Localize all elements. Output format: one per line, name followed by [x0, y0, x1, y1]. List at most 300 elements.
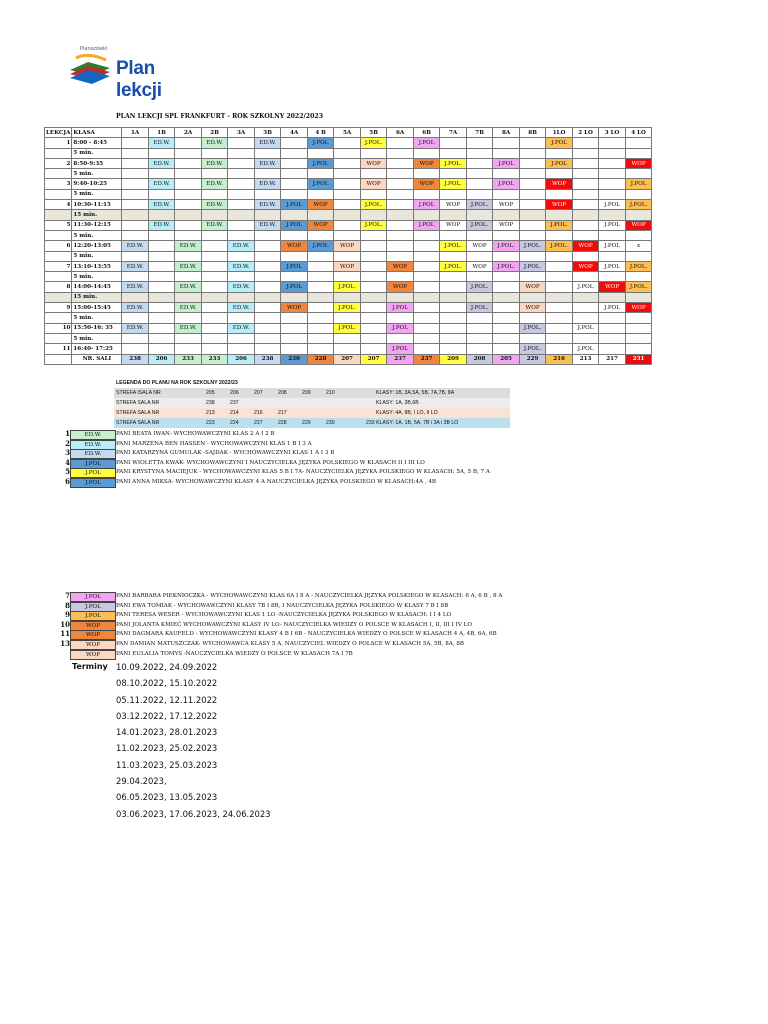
schedule-cell [387, 251, 414, 261]
schedule-cell [148, 333, 175, 343]
lesson-number: 6 [45, 241, 72, 251]
schedule-cell: J.POL. [334, 323, 361, 333]
schedule-cell: WOP [307, 220, 334, 230]
schedule-cell [122, 200, 149, 210]
schedule-cell: ED.W. [228, 261, 255, 271]
schedule-cell: J.POL [387, 344, 414, 354]
schedule-cell: J.POL. [519, 344, 546, 354]
schedule-cell [122, 148, 149, 158]
termin-date: 11.02.2023, 25.02.2023 [116, 743, 218, 754]
break-spacer [45, 313, 72, 323]
schedule-cell [307, 169, 334, 179]
schedule-cell [440, 344, 467, 354]
schedule-cell [228, 158, 255, 168]
schedule-cell [625, 333, 652, 343]
legend-teacher-text: PANI ANNA MIKSA- WYCHOWAWCZYNI KLASY 4 A NAUCZYCIELKA JĘZYKA POLSKIEGO W KLASACH:4A , 4B [116, 479, 437, 485]
schedule-cell [281, 189, 308, 199]
schedule-cell [440, 189, 467, 199]
legend-caption: LEGENDA DO PLANU NA ROK SZKOLNY 2022/23 [116, 380, 238, 386]
strefa-room: 217 [278, 410, 287, 416]
schedule-cell [122, 272, 149, 282]
lesson-row [45, 282, 652, 292]
strefa-room: 227 [254, 420, 263, 426]
lesson-number: 4 [45, 200, 72, 210]
schedule-cell: ED.W. [148, 220, 175, 230]
schedule-cell [254, 261, 281, 271]
lesson-number: 2 [45, 158, 72, 168]
schedule-cell: WOP [360, 179, 387, 189]
schedule-cell [519, 333, 546, 343]
strefa-room: 207 [254, 390, 263, 396]
schedule-cell [625, 148, 652, 158]
schedule-cell [440, 169, 467, 179]
schedule-cell [546, 292, 573, 302]
schedule-cell [466, 292, 493, 302]
schedule-cell: WOP [466, 261, 493, 271]
strefa-room: 237 [230, 400, 239, 406]
schedule-cell [254, 333, 281, 343]
schedule-cell [228, 251, 255, 261]
schedule-cell [334, 189, 361, 199]
schedule-cell [201, 261, 228, 271]
schedule-cell: J.POL. [334, 303, 361, 313]
room-number: 237 [413, 354, 440, 364]
schedule-cell [546, 313, 573, 323]
strefa-room: 213 [206, 410, 215, 416]
schedule-cell [307, 344, 334, 354]
schedule-cell [254, 272, 281, 282]
schedule-cell [148, 344, 175, 354]
schedule-cell: J.POL [625, 179, 652, 189]
column-header-class: 5B [360, 128, 387, 138]
legend-number: 5 [65, 467, 70, 477]
schedule-cell [122, 210, 149, 220]
schedule-cell [413, 169, 440, 179]
schedule-cell [387, 313, 414, 323]
schedule-cell [334, 251, 361, 261]
column-header-class: 2A [175, 128, 202, 138]
schedule-cell: ED.W. [175, 323, 202, 333]
schedule-cell [228, 333, 255, 343]
schedule-cell [201, 189, 228, 199]
break-duration: 5 min. [72, 169, 122, 179]
schedule-cell [599, 344, 626, 354]
schedule-cell [175, 158, 202, 168]
schedule-cell [572, 158, 599, 168]
schedule-cell: J.POL. [466, 303, 493, 313]
schedule-cell [413, 344, 440, 354]
schedule-cell [307, 323, 334, 333]
schedule-cell [122, 251, 149, 261]
schedule-cell [175, 179, 202, 189]
schedule-cell [360, 261, 387, 271]
strefa-row [114, 408, 510, 418]
schedule-cell [599, 251, 626, 261]
schedule-cell [387, 241, 414, 251]
schedule-cell [599, 179, 626, 189]
schedule-cell [572, 169, 599, 179]
column-header-class: 6A [387, 128, 414, 138]
column-header-class: 2B [201, 128, 228, 138]
schedule-cell [281, 292, 308, 302]
lesson-time: 16:40- 17:25 [72, 344, 122, 354]
lesson-time: 8:00 - 8:45 [72, 138, 122, 148]
schedule-cell [254, 344, 281, 354]
schedule-cell [254, 251, 281, 261]
schedule-cell [572, 313, 599, 323]
schedule-cell [254, 148, 281, 158]
strefa-row [114, 398, 510, 408]
schedule-cell [175, 333, 202, 343]
room-number: 228 [307, 354, 334, 364]
schedule-cell [625, 189, 652, 199]
schedule-cell [307, 210, 334, 220]
schedule-cell [413, 230, 440, 240]
schedule-cell: J.POL [599, 261, 626, 271]
schedule-cell [281, 230, 308, 240]
schedule-cell: J.POL [572, 344, 599, 354]
schedule-cell [334, 210, 361, 220]
schedule-cell: ED.W. [228, 282, 255, 292]
legend-number: 2 [65, 438, 70, 448]
schedule-cell [572, 272, 599, 282]
header-row [45, 128, 652, 138]
schedule-cell [546, 323, 573, 333]
room-number: 238 [254, 354, 281, 364]
schedule-cell: ED.W. [175, 282, 202, 292]
schedule-cell [228, 189, 255, 199]
schedule-cell [175, 272, 202, 282]
schedule-cell: WOP [360, 158, 387, 168]
schedule-cell [148, 241, 175, 251]
strefa-classes: KLASY: 4A, 8B, I LO, II LO [376, 410, 438, 416]
schedule-cell [201, 272, 228, 282]
lesson-row [45, 179, 652, 189]
schedule-table [44, 127, 652, 365]
legend-subject-box: J.POL [70, 478, 116, 488]
strefa-room: 229 [302, 420, 311, 426]
room-number: 208 [466, 354, 493, 364]
legend-teacher-text: PANI EULALIA TOMYS -NAUCZYCIELKA WIEDZY O POLSCE W KLASACH 7A I 7B [116, 650, 353, 657]
schedule-cell: ED.W. [148, 158, 175, 168]
schedule-cell [625, 210, 652, 220]
schedule-cell [440, 282, 467, 292]
schedule-cell [201, 210, 228, 220]
schedule-cell: J.POL. [625, 200, 652, 210]
legend-subject-box: J.POL [70, 611, 116, 621]
schedule-cell [466, 272, 493, 282]
schedule-cell [254, 282, 281, 292]
schedule-cell [122, 230, 149, 240]
schedule-cell [228, 313, 255, 323]
schedule-cell [413, 241, 440, 251]
schedule-cell: J.POL [387, 323, 414, 333]
schedule-cell: J.POL. [625, 261, 652, 271]
schedule-cell [599, 230, 626, 240]
schedule-cell [625, 344, 652, 354]
schedule-cell [466, 169, 493, 179]
column-header-class: 5A [334, 128, 361, 138]
lesson-row [45, 220, 652, 230]
schedule-cell [387, 200, 414, 210]
schedule-cell [175, 292, 202, 302]
schedule-cell [360, 148, 387, 158]
schedule-cell [254, 210, 281, 220]
column-header-klasa: KLASA [72, 128, 122, 138]
schedule-cell [307, 189, 334, 199]
lesson-number: 7 [45, 261, 72, 271]
schedule-cell: J.POL [281, 282, 308, 292]
schedule-cell: WOP [440, 220, 467, 230]
schedule-cell [599, 333, 626, 343]
schedule-cell: J.POL [493, 158, 520, 168]
schedule-cell [122, 138, 149, 148]
schedule-cell: ED.W. [122, 303, 149, 313]
legend-teacher-text: PANI WIOLETTA KWAK- WYCHOWAWCZYNI I NAUCZYCIELKA JĘZYKA POLSKIEGO W KLASACH II I III LO [116, 459, 425, 466]
legend-number: 6 [65, 477, 70, 486]
lesson-time: 9:40-10:25 [72, 179, 122, 189]
schedule-cell [572, 251, 599, 261]
schedule-cell [546, 251, 573, 261]
strefa-room: 223 [206, 420, 215, 426]
schedule-cell [493, 303, 520, 313]
break-row [45, 272, 652, 282]
schedule-cell [572, 220, 599, 230]
termin-date: 06.05.2023, 13.05.2023 [116, 792, 218, 803]
room-number: 230 [281, 354, 308, 364]
schedule-cell [519, 230, 546, 240]
schedule-cell [466, 210, 493, 220]
strefa-room: 216 [254, 410, 263, 416]
schedule-cell [387, 292, 414, 302]
schedule-cell [307, 272, 334, 282]
schedule-cell: J.POL. [466, 220, 493, 230]
schedule-cell [360, 169, 387, 179]
schedule-cell: ED.W. [175, 303, 202, 313]
logo-text: Plan lekcji [116, 58, 162, 101]
column-header-class: 2 LO [572, 128, 599, 138]
schedule-cell: J.POL. [546, 220, 573, 230]
schedule-cell [281, 179, 308, 189]
schedule-cell: WOP [572, 241, 599, 251]
schedule-cell [175, 200, 202, 210]
schedule-cell [546, 189, 573, 199]
schedule-cell [281, 272, 308, 282]
schedule-cell [148, 230, 175, 240]
schedule-cell [307, 261, 334, 271]
schedule-cell: J.POL. [440, 241, 467, 251]
lesson-row [45, 344, 652, 354]
schedule-cell [572, 138, 599, 148]
schedule-cell [493, 282, 520, 292]
room-numbers-row [45, 354, 652, 364]
column-header-class: 3A [228, 128, 255, 138]
schedule-cell: J.POL. [493, 261, 520, 271]
schedule-cell: WOP [493, 220, 520, 230]
schedule-cell [519, 313, 546, 323]
schedule-cell: ED.W. [122, 282, 149, 292]
schedule-cell [440, 210, 467, 220]
schedule-cell: WOP [625, 303, 652, 313]
schedule-cell: ED.W. [201, 138, 228, 148]
break-duration: 5 min. [72, 148, 122, 158]
schedule-cell [413, 251, 440, 261]
schedule-cell: J.POL [546, 138, 573, 148]
schedule-cell [466, 179, 493, 189]
schedule-cell [122, 313, 149, 323]
schedule-cell: ED.W. [201, 179, 228, 189]
schedule-cell [281, 169, 308, 179]
schedule-cell [572, 189, 599, 199]
schedule-cell [201, 241, 228, 251]
schedule-cell [572, 148, 599, 158]
legend-subject-box: ED.W. [70, 449, 116, 459]
legend-teacher-text: PANI JOLANTA KMIEĆ WYCHOWAWCZYNI KLASY IV LO- NAUCZYCIELKA WIEDZY O POLSCE W KLASACH I, II, III I IV LO [116, 621, 472, 628]
schedule-cell [599, 272, 626, 282]
break-duration: 5 min. [72, 313, 122, 323]
room-number: 207 [360, 354, 387, 364]
legend-teacher-text: PANI EWA TOMIAK - WYCHOWAWCZYNI KLASY 7B I 8B, I NAUCZYCIELKA JĘZYKA POLSKIEGO W KLASY 7 B I 8B [116, 602, 449, 609]
break-duration: 5 min. [72, 272, 122, 282]
break-spacer [45, 230, 72, 240]
schedule-cell [360, 230, 387, 240]
schedule-cell: ED.W. [254, 158, 281, 168]
break-row [45, 251, 652, 261]
schedule-cell [122, 292, 149, 302]
schedule-cell: J.POL [387, 303, 414, 313]
schedule-cell [546, 282, 573, 292]
schedule-cell [175, 220, 202, 230]
legend-teacher-text: PANI TERESA WESER - WYCHOWAWCZYNI KLAS 1 LO -NAUCZYCIELKA JĘZYKA POLSKIEGO W KLASACH: I I 4 LO [116, 612, 452, 619]
schedule-cell [625, 292, 652, 302]
schedule-cell: WOP [334, 261, 361, 271]
break-row [45, 333, 652, 343]
lesson-number: 8 [45, 282, 72, 292]
schedule-cell [228, 148, 255, 158]
legend-teacher-text: PANI BEATA IWAN- WYCHOWAWCZYNI KLAS 2 A I 2 B [116, 431, 275, 437]
break-spacer [45, 210, 72, 220]
schedule-cell [201, 251, 228, 261]
strefa-classes: 233 KLASY: 1A, 1B, 5A, 7B i 3A i 3B LO [366, 420, 459, 426]
room-number: 229 [519, 354, 546, 364]
legend-number: 7 [65, 591, 70, 600]
schedule-cell [334, 148, 361, 158]
schedule-cell: ED.W. [201, 200, 228, 210]
schedule-cell: J.POL. [519, 323, 546, 333]
column-header-class: 1A [122, 128, 149, 138]
schedule-cell [148, 292, 175, 302]
break-row [45, 148, 652, 158]
lesson-number: 3 [45, 179, 72, 189]
room-number: 237 [387, 354, 414, 364]
schedule-cell [281, 333, 308, 343]
strefa-room: 228 [278, 420, 287, 426]
schedule-cell [281, 210, 308, 220]
schedule-cell [122, 158, 149, 168]
schedule-cell [334, 158, 361, 168]
lesson-row [45, 323, 652, 333]
schedule-cell [175, 169, 202, 179]
schedule-cell: J.POL. [334, 282, 361, 292]
schedule-cell [360, 210, 387, 220]
schedule-cell [413, 303, 440, 313]
lesson-time: 14:00-14:45 [72, 282, 122, 292]
schedule-cell [387, 148, 414, 158]
schedule-cell: WOP [546, 200, 573, 210]
schedule-cell: J.POL [599, 303, 626, 313]
schedule-cell: J.POL. [519, 241, 546, 251]
legend-number: 9 [65, 610, 70, 620]
schedule-cell [307, 148, 334, 158]
schedule-cell [572, 292, 599, 302]
schedule-cell [307, 251, 334, 261]
legend-subject-box: J.POL [70, 468, 116, 478]
strefa-classes: KLASY: 1B, 3A,5A, 5B, 7A,7B, 8A [376, 390, 455, 396]
lesson-time: 12:20-13:05 [72, 241, 122, 251]
room-number: 209 [440, 354, 467, 364]
strefa-room: 230 [326, 420, 335, 426]
logo-small-text: Planszówki [80, 46, 108, 52]
break-duration: 5 min. [72, 230, 122, 240]
schedule-cell [413, 282, 440, 292]
column-header-class: 1B [148, 128, 175, 138]
schedule-cell [493, 210, 520, 220]
room-number: 206 [148, 354, 175, 364]
schedule-cell [493, 169, 520, 179]
strefa-room: 224 [230, 420, 239, 426]
schedule-cell: J.POL [413, 220, 440, 230]
schedule-cell [440, 138, 467, 148]
schedule-cell [493, 189, 520, 199]
schedule-cell: J.POL [572, 323, 599, 333]
schedule-cell [466, 148, 493, 158]
schedule-cell [334, 272, 361, 282]
schedule-cell [228, 179, 255, 189]
schedule-cell [466, 158, 493, 168]
schedule-cell [599, 313, 626, 323]
schedule-cell [387, 272, 414, 282]
schedule-cell: WOP [466, 241, 493, 251]
schedule-cell: ED.W. [228, 323, 255, 333]
schedule-cell [201, 282, 228, 292]
legend-subject-box: WOP [70, 640, 116, 650]
schedule-cell [413, 323, 440, 333]
schedule-cell [281, 251, 308, 261]
schedule-cell [334, 200, 361, 210]
legend-number: 11 [60, 629, 70, 639]
schedule-cell: WOP [546, 179, 573, 189]
break-spacer [45, 251, 72, 261]
schedule-cell [493, 272, 520, 282]
schedule-cell [254, 169, 281, 179]
legend-subject-box: WOP [70, 621, 116, 631]
room-number: 213 [572, 354, 599, 364]
schedule-cell: J.POL [413, 200, 440, 210]
schedule-cell [175, 138, 202, 148]
schedule-cell [440, 333, 467, 343]
schedule-cell [254, 313, 281, 323]
schedule-cell: J.POL. [466, 200, 493, 210]
schedule-cell [175, 344, 202, 354]
schedule-cell [122, 220, 149, 230]
schedule-cell [228, 169, 255, 179]
schedule-cell [493, 313, 520, 323]
column-header-class: 8B [519, 128, 546, 138]
schedule-cell [440, 323, 467, 333]
schedule-cell [466, 189, 493, 199]
schedule-cell [387, 210, 414, 220]
break-duration: 5 min. [72, 333, 122, 343]
